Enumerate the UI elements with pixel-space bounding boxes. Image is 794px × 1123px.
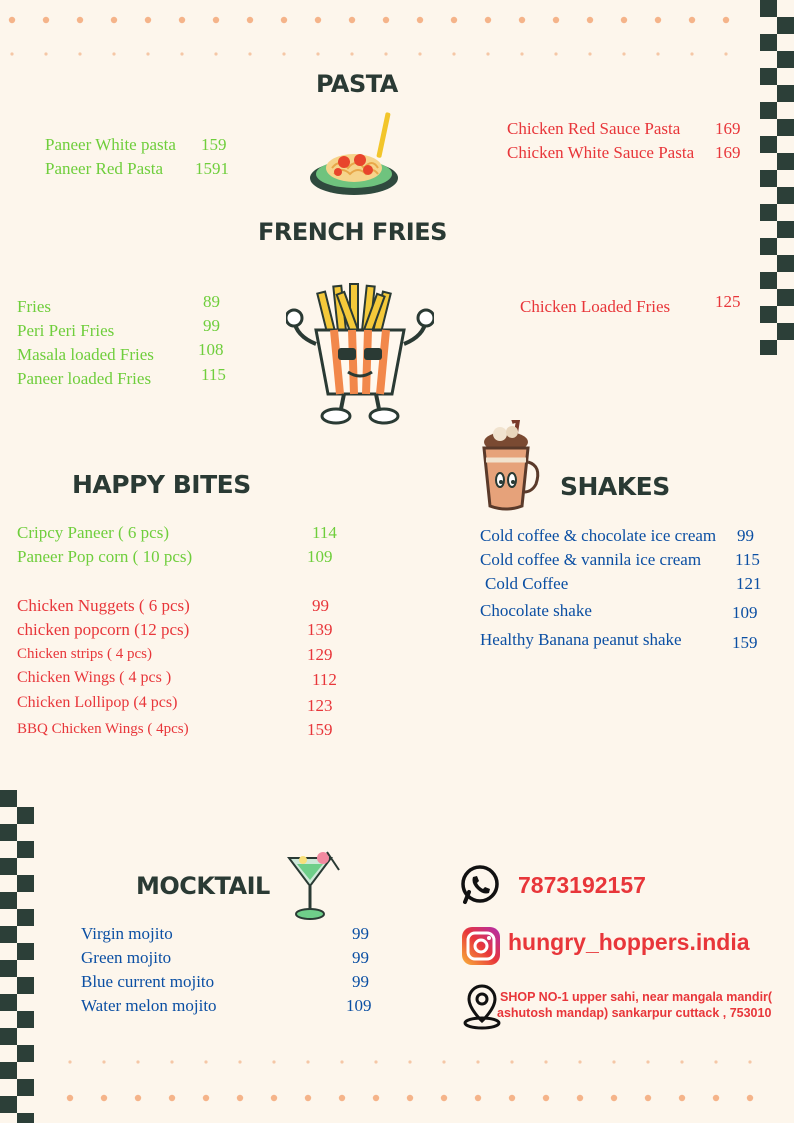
menu-item-name: Fries bbox=[17, 297, 51, 316]
instagram-handle[interactable]: hungry_hoppers.india bbox=[508, 929, 750, 955]
shake-glass-icon bbox=[478, 420, 544, 514]
menu-item-price: 108 bbox=[198, 340, 224, 359]
instagram-icon[interactable] bbox=[460, 925, 502, 967]
menu-item-name: Virgin mojito bbox=[81, 924, 173, 943]
menu-item-name: Chicken strips ( 4 pcs) bbox=[17, 646, 152, 662]
menu-item-price: 169 bbox=[715, 119, 741, 138]
menu-item-price: 123 bbox=[307, 696, 333, 715]
menu-item-name: Paneer White pasta bbox=[45, 135, 176, 154]
menu-item-name: Chicken Red Sauce Pasta bbox=[507, 119, 681, 138]
whatsapp-icon[interactable] bbox=[459, 864, 501, 906]
bottom-dot-row bbox=[0, 1058, 794, 1066]
pasta-plate-icon bbox=[308, 110, 402, 200]
menu-item-name: Cold Coffee bbox=[485, 574, 569, 593]
menu-item-price: 99 bbox=[737, 526, 754, 545]
menu-item-name: Blue current mojito bbox=[81, 972, 215, 991]
menu-item-price: 139 bbox=[307, 620, 333, 639]
menu-item-price: 112 bbox=[312, 670, 337, 689]
menu-item-price: 159 bbox=[732, 633, 758, 652]
menu-item-name: Cold coffee & vannila ice cream bbox=[480, 550, 702, 569]
checker-strip-left bbox=[0, 790, 34, 1123]
menu-item-name: BBQ Chicken Wings ( 4pcs) bbox=[17, 721, 189, 737]
menu-item-name: Cripcy Paneer ( 6 pcs) bbox=[17, 523, 170, 542]
menu-item-name: Healthy Banana peanut shake bbox=[480, 630, 682, 649]
phone-number[interactable]: 7873192157 bbox=[518, 872, 646, 898]
menu-item-name: Chicken Nuggets ( 6 pcs) bbox=[17, 596, 190, 615]
menu-item-price: 99 bbox=[352, 948, 369, 967]
pasta-heading: PASTA bbox=[316, 70, 398, 98]
cocktail-glass-icon bbox=[283, 848, 345, 922]
menu-item-name: Paneer loaded Fries bbox=[17, 369, 152, 388]
menu-item-price: 1591 bbox=[195, 159, 229, 178]
menu-item-name: Green mojito bbox=[81, 948, 172, 967]
menu-item-price: 99 bbox=[352, 924, 369, 943]
mocktail-heading: MOCKTAIL bbox=[136, 872, 270, 900]
menu-item-name: Chicken Lollipop (4 pcs) bbox=[17, 694, 178, 711]
menu-item-name: Paneer Red Pasta bbox=[45, 159, 164, 178]
menu-item-name: Cold coffee & chocolate ice cream bbox=[480, 526, 717, 545]
menu-item-price: 169 bbox=[715, 143, 741, 162]
menu-item-price: 109 bbox=[346, 996, 372, 1015]
fries-mascot-icon bbox=[286, 282, 434, 427]
top-dot-row bbox=[0, 14, 794, 26]
menu-item-price: 125 bbox=[715, 292, 741, 311]
menu-item-name: Paneer Pop corn ( 10 pcs) bbox=[17, 547, 193, 566]
menu-item-price: 114 bbox=[312, 523, 337, 542]
menu-item-name: Chocolate shake bbox=[480, 601, 592, 620]
menu-item-price: 99 bbox=[312, 596, 329, 615]
menu-item-name: Masala loaded Fries bbox=[17, 345, 154, 364]
menu-item-name: Chicken Wings ( 4 pcs ) bbox=[17, 669, 172, 686]
menu-item-name: Chicken Loaded Fries bbox=[520, 297, 671, 316]
menu-item-name: Peri Peri Fries bbox=[17, 321, 115, 340]
menu-item-price: 99 bbox=[203, 316, 220, 335]
menu-item-price: 129 bbox=[307, 645, 333, 664]
menu-item-name: Chicken White Sauce Pasta bbox=[507, 143, 695, 162]
menu-item-name: Water melon mojito bbox=[81, 996, 217, 1015]
menu-item-price: 89 bbox=[203, 292, 220, 311]
menu-item-price: 115 bbox=[201, 365, 226, 384]
menu-item-price: 121 bbox=[736, 574, 762, 593]
happy-bites-heading: HAPPY BITES bbox=[72, 470, 251, 499]
address-line-1: SHOP NO-1 upper sahi, near mangala mandir( bbox=[500, 990, 773, 1004]
menu-item-name: chicken popcorn (12 pcs) bbox=[17, 620, 190, 639]
checker-strip-right bbox=[760, 0, 794, 355]
fries-heading: FRENCH FRIES bbox=[258, 218, 447, 246]
shakes-heading: SHAKES bbox=[560, 472, 670, 501]
menu-item-price: 99 bbox=[352, 972, 369, 991]
menu-item-price: 109 bbox=[307, 547, 333, 566]
location-pin-icon bbox=[462, 983, 502, 1031]
address-line-2: ashutosh mandap) sankarpur cuttack , 753010 bbox=[497, 1006, 772, 1020]
menu-item-price: 159 bbox=[201, 135, 227, 154]
menu-item-price: 115 bbox=[735, 550, 760, 569]
menu-item-price: 109 bbox=[732, 603, 758, 622]
bottom-dot-row-2 bbox=[0, 1092, 794, 1104]
menu-item-price: 159 bbox=[307, 720, 333, 739]
top-dot-row-2 bbox=[0, 50, 794, 58]
